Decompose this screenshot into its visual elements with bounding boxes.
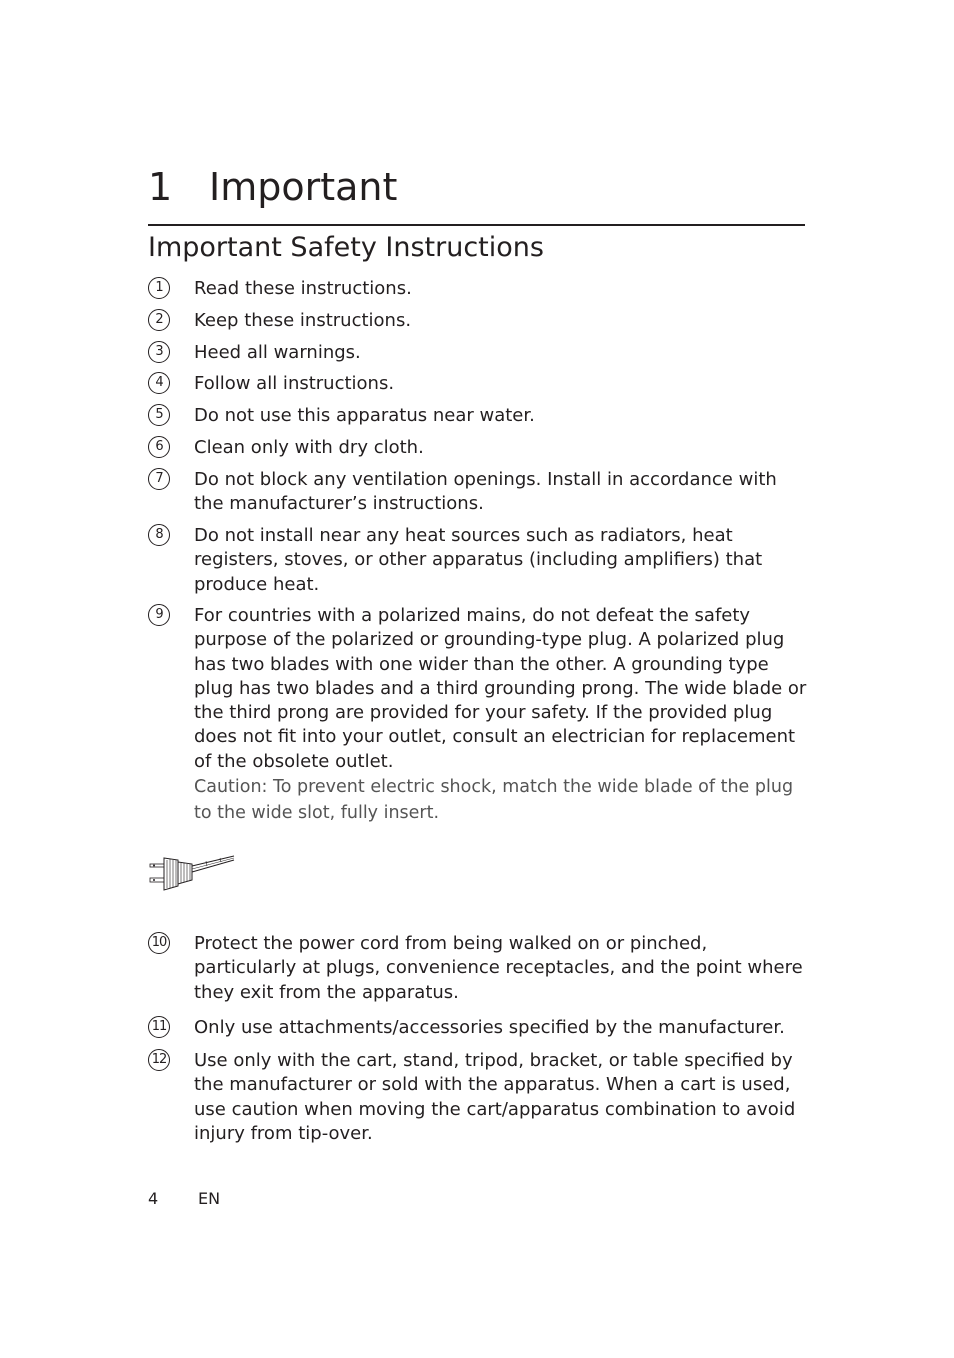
item-number-badge: 2 — [148, 309, 170, 331]
item-number-badge: 1 — [148, 277, 170, 299]
item-number-badge: 5 — [148, 404, 170, 426]
item-number-badge: 9 — [148, 604, 170, 626]
polarized-plug-icon — [146, 850, 238, 894]
instruction-text: Clean only with dry cloth. — [194, 437, 424, 458]
page-number: 4 — [148, 1189, 159, 1208]
chapter-number: 1 — [148, 165, 173, 209]
item-number-badge: 6 — [148, 436, 170, 458]
instruction-item-4 — [148, 372, 808, 396]
instruction-text: Keep these instructions. — [194, 310, 412, 331]
instruction-text: Protect the power cord from being walked on or pinched, particularly at plugs, convenience receptacles, and the point where they exit from the apparatus. — [194, 933, 803, 1003]
item-number-badge: 12 — [148, 1049, 170, 1071]
instruction-text: Do not install near any heat sources such as radiators, heat registers, stoves, or other apparatus (including amplifiers) that produce heat. — [194, 525, 763, 595]
instruction-item-12 — [148, 1049, 808, 1146]
instruction-text: Do not block any ventilation openings. Install in accordance with the manufacturer’s instructions. — [194, 469, 777, 515]
item-number-badge: 8 — [148, 524, 170, 546]
instruction-item-2 — [148, 309, 808, 333]
instruction-text: For countries with a polarized mains, do not defeat the safety purpose of the polarized or grounding-type plug. A polarized plug has two blades with one wider than the other. A grounding type plug has two blades and a third grounding prong. The wide blade or the third prong are provided for your safety. If the provided plug does not fit into your outlet, consult an electrician for replacement of the obsolete outlet. — [194, 605, 807, 772]
instruction-text: Read these instructions. — [194, 278, 412, 299]
item-number-badge: 4 — [148, 372, 170, 394]
instruction-text: Do not use this apparatus near water. — [194, 405, 535, 426]
instruction-item-8 — [148, 524, 808, 597]
chapter-heading — [148, 160, 805, 226]
instruction-text: Only use attachments/accessories specified by the manufacturer. — [194, 1017, 785, 1038]
instruction-item-6 — [148, 436, 808, 460]
caution-note: Caution: To prevent electric shock, match the wide blade of the plug to the wide slot, fully insert. — [194, 777, 794, 823]
item-number-badge: 10 — [148, 932, 170, 954]
instruction-text: Use only with the cart, stand, tripod, bracket, or table specified by the manufacturer or sold with the apparatus. When a cart is used, use caution when moving the cart/apparatus combination to avoid injury from tip-over. — [194, 1050, 796, 1144]
instruction-item-3 — [148, 341, 808, 365]
instruction-text: Heed all warnings. — [194, 342, 361, 363]
item-number-badge: 7 — [148, 468, 170, 490]
chapter-title: Important — [209, 165, 398, 209]
item-number-badge: 3 — [148, 341, 170, 363]
item-number-badge: 11 — [148, 1016, 170, 1038]
section-title: Important Safety Instructions — [148, 232, 544, 263]
instruction-item-7 — [148, 468, 808, 517]
instruction-item-1 — [148, 277, 808, 301]
language-code: EN — [198, 1189, 221, 1208]
instruction-item-11 — [148, 1016, 808, 1040]
instruction-text: Follow all instructions. — [194, 373, 395, 394]
instruction-item-10 — [148, 932, 808, 1005]
instruction-item-9 — [148, 604, 808, 826]
instruction-item-5 — [148, 404, 808, 428]
